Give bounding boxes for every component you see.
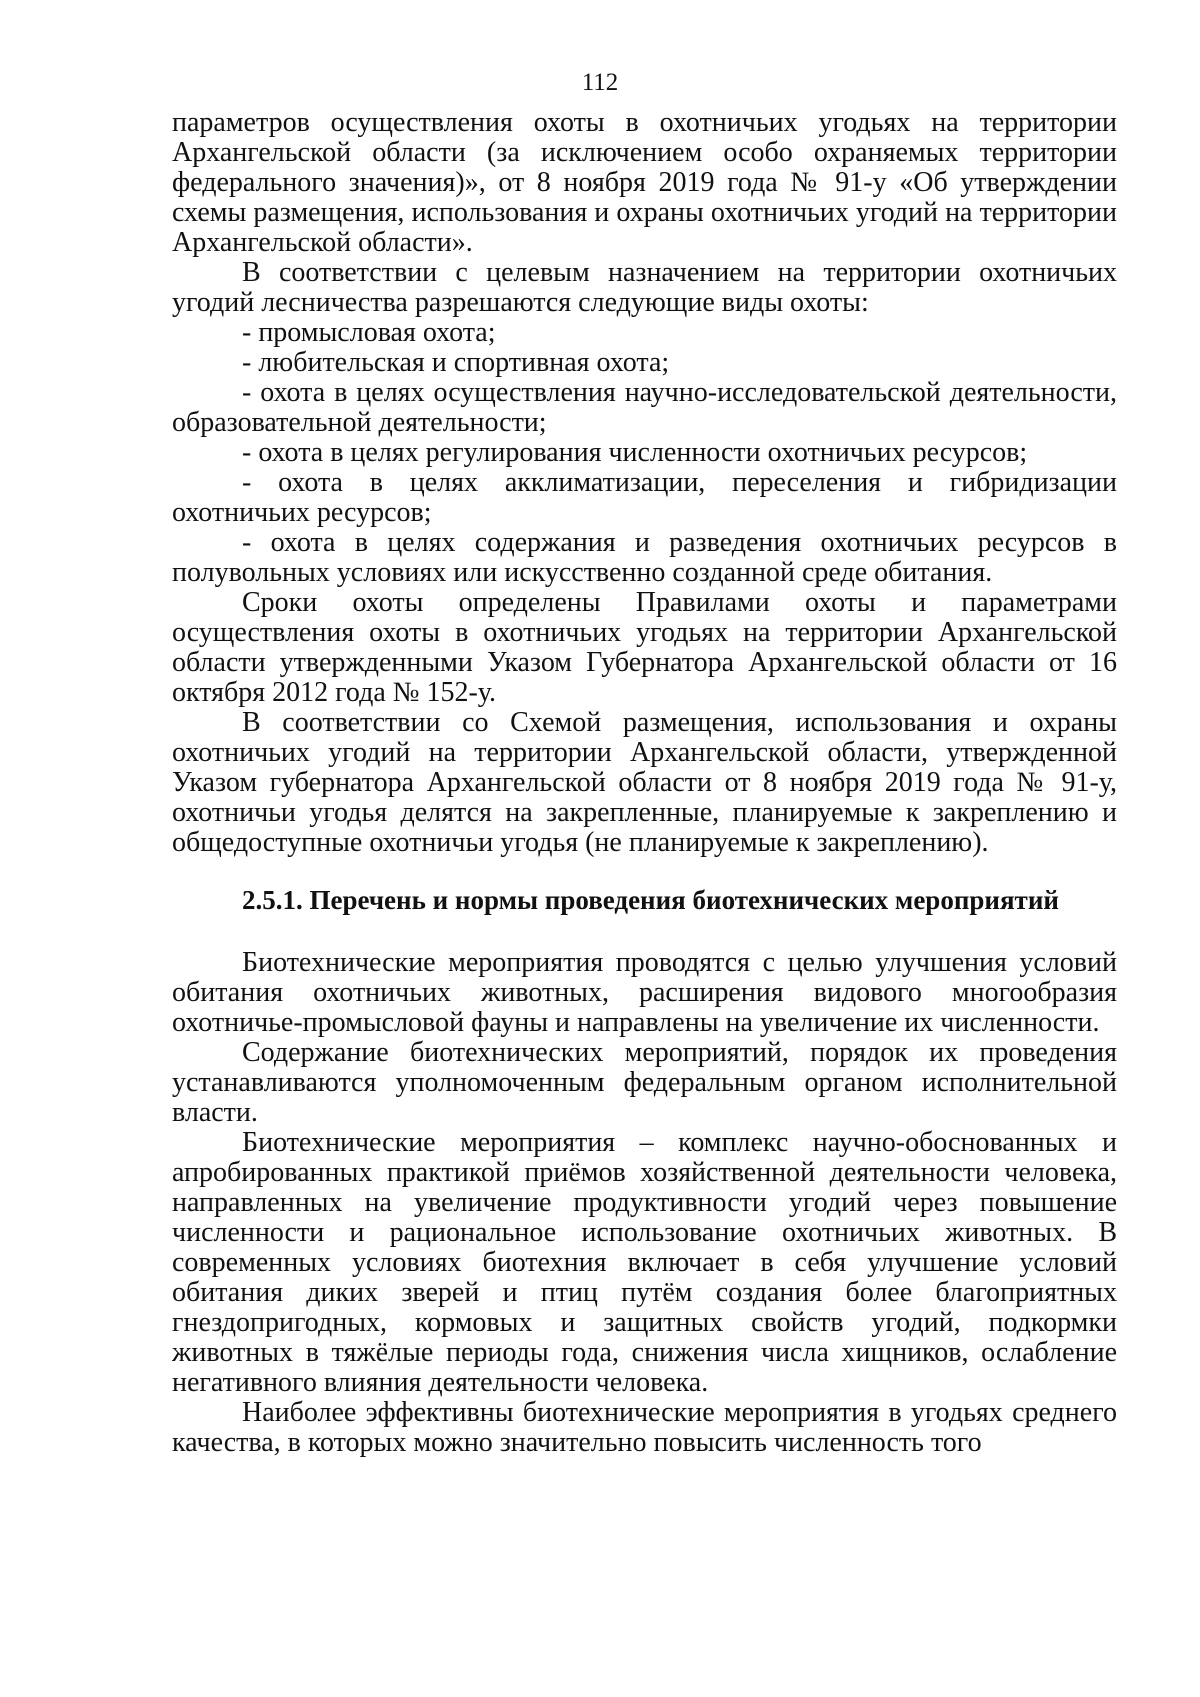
list-item: - любительская и спортивная охота; bbox=[242, 347, 670, 378]
paragraph: Биотехнические мероприятия – комплекс научно-обоснованных и апробированных практикой приёмов хозяйственной деятельности человека, направленных на увеличение продуктивности угодий через повышение численности и рациональное использование охотничьих животных. В современных условиях биотехния включает в себя улучшение условий обитания диких зверей и птиц путём создания более благоприятных гнездопригодных, кормовых и защитных свойств угодий, подкормки животных в тяжёлые периоды года, снижения числа хищников, ослабление негативного влияния деятельности человека. bbox=[172, 1127, 1117, 1398]
document-body bbox=[172, 108, 1117, 1458]
paragraph: Биотехнические мероприятия проводятся с целью улучшения условий обитания охотничьих животных, расширения видового многообразия охотничье-промысловой фауны и направлены на увеличение их численности. bbox=[172, 947, 1117, 1038]
section-heading: 2.5.1. Перечень и нормы проведения биотехнических мероприятий bbox=[242, 885, 1059, 915]
paragraph-continuation: параметров осуществления охоты в охотничьих угодьях на территории Архангельской области (за исключением особо охраняемых территории федерального значения)», от 8 ноября 2019 года № 91-у «Об утверждении схемы размещения, использования и охраны охотничьих угодий на территории Архангельской области». bbox=[172, 107, 1117, 258]
list-item: - охота в целях акклиматизации, переселения и гибридизации охотничьих ресурсов; bbox=[172, 467, 1117, 528]
list-item: - охота в целях содержания и разведения охотничьих ресурсов в полувольных условиях или искусственно созданной среде обитания. bbox=[172, 527, 1117, 588]
paragraph: В соответствии со Схемой размещения, использования и охраны охотничьих угодий на территории Архангельской области, утвержденной Указом губернатора Архангельской области от 8 ноября 2019 года № 91-у, охотничьи угодья делятся на закрепленные, планируемые к закреплению и общедоступные охотничьи угодья (не планируемые к закреплению). bbox=[172, 707, 1117, 858]
paragraph: В соответствии с целевым назначением на территории охотничьих угодий лесничества разрешаются следующие виды охоты: bbox=[172, 257, 1117, 318]
paragraph: Наиболее эффективны биотехнические мероприятия в угодьях среднего качества, в которых можно значительно повысить численность того bbox=[172, 1397, 1117, 1458]
paragraph: Содержание биотехнических мероприятий, порядок их проведения устанавливаются уполномоченным федеральным органом исполнительной власти. bbox=[172, 1037, 1117, 1128]
list-item: - охота в целях осуществления научно-исследовательской деятельности, образовательной деятельности; bbox=[172, 377, 1117, 438]
list-item: - промысловая охота; bbox=[242, 317, 496, 348]
page-number: 112 bbox=[581, 69, 619, 96]
list-item: - охота в целях регулирования численности охотничьих ресурсов; bbox=[242, 437, 1028, 468]
paragraph: Сроки охоты определены Правилами охоты и параметрами осуществления охоты в охотничьих угодьях на территории Архангельской области утвержденными Указом Губернатора Архангельской области от 16 октября 2012 года № 152-у. bbox=[172, 587, 1117, 708]
